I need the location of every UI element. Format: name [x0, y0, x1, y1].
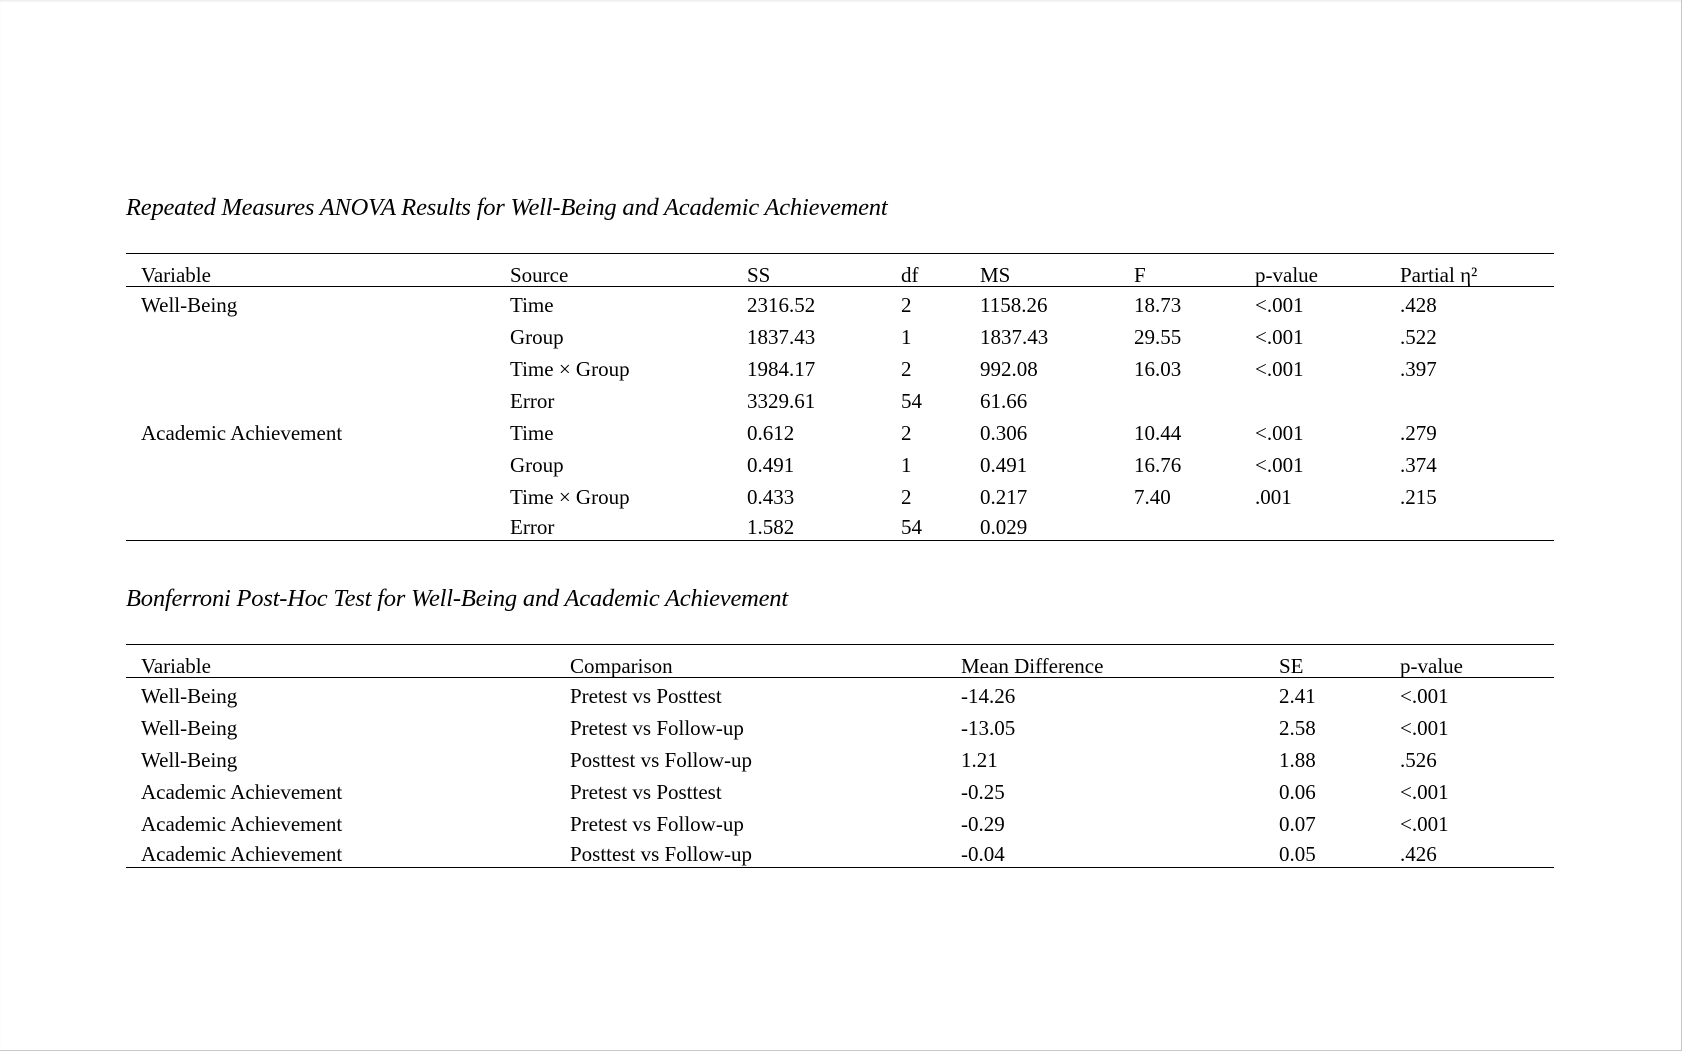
column-header-partial-eta-squared: Partial η²: [1400, 254, 1554, 287]
cell-p: <.001: [1255, 325, 1304, 349]
cell-eta: .428: [1400, 293, 1437, 317]
cell-df: 1: [901, 453, 912, 477]
cell-f: 7.40: [1134, 485, 1171, 509]
anova-table-row: [126, 321, 1554, 353]
cell-variable: Well-Being: [141, 293, 238, 317]
cell-p: <.001: [1255, 357, 1304, 381]
cell-mean-diff: -13.05: [961, 716, 1016, 740]
cell-f: 29.55: [1134, 325, 1182, 349]
cell-variable: [126, 353, 510, 385]
cell-ss: 3329.61: [747, 389, 816, 413]
cell-p: .001: [1255, 485, 1292, 509]
anova-table-row: [126, 385, 1554, 417]
cell-df: 2: [901, 293, 912, 317]
cell-ms: 61.66: [980, 389, 1028, 413]
cell-ms: 0.217: [980, 485, 1028, 509]
cell-variable: Well-Being: [141, 716, 238, 740]
cell-eta: .397: [1400, 357, 1437, 381]
cell-comparison: Posttest vs Follow-up: [570, 840, 961, 868]
posthoc-table-row: [126, 712, 1554, 744]
cell-p: <.001: [1400, 684, 1449, 708]
bonferroni-posthoc-table: [126, 644, 1554, 868]
cell-eta: [1400, 513, 1554, 541]
cell-variable: Academic Achievement: [141, 812, 343, 836]
anova-table-caption: Repeated Measures ANOVA Results for Well-Being and Academic Achievement: [126, 194, 888, 221]
cell-p: [1255, 385, 1400, 417]
cell-ss: 0.612: [747, 421, 795, 445]
cell-p: <.001: [1255, 293, 1304, 317]
cell-ms: 992.08: [980, 357, 1038, 381]
cell-mean-diff: -0.29: [961, 812, 1005, 836]
cell-source: Time × Group: [510, 357, 630, 381]
anova-results-table: [126, 253, 1554, 541]
column-header-variable: Variable: [126, 645, 570, 678]
cell-p: <.001: [1255, 421, 1304, 445]
cell-comparison: Pretest vs Follow-up: [570, 812, 744, 836]
cell-source: Group: [510, 453, 564, 477]
posthoc-header-row: [126, 645, 1554, 678]
cell-f: 18.73: [1134, 293, 1182, 317]
column-header-se: SE: [1279, 645, 1400, 678]
cell-variable: Academic Achievement: [126, 840, 570, 868]
cell-ms: 0.029: [980, 513, 1134, 541]
cell-se: 0.05: [1279, 840, 1400, 868]
posthoc-table-row: [126, 678, 1554, 713]
cell-ss: 1984.17: [747, 357, 816, 381]
cell-eta: .215: [1400, 485, 1437, 509]
cell-comparison: Pretest vs Posttest: [570, 684, 722, 708]
cell-p: [1255, 513, 1400, 541]
cell-comparison: Pretest vs Follow-up: [570, 716, 744, 740]
cell-source: Time × Group: [510, 485, 630, 509]
column-header-f: F: [1134, 254, 1255, 287]
posthoc-table-row: [126, 776, 1554, 808]
cell-se: 2.41: [1279, 684, 1316, 708]
cell-variable: [126, 513, 510, 541]
column-header-comparison: Comparison: [570, 645, 961, 678]
cell-ss: 2316.52: [747, 293, 816, 317]
column-header-variable: Variable: [126, 254, 510, 287]
cell-ss: 1837.43: [747, 325, 816, 349]
cell-eta: .374: [1400, 453, 1437, 477]
anova-header-row: [126, 254, 1554, 287]
cell-df: 54: [901, 513, 980, 541]
cell-f: 16.76: [1134, 453, 1182, 477]
cell-variable: Academic Achievement: [141, 780, 343, 804]
posthoc-table-caption: Bonferroni Post-Hoc Test for Well-Being and Academic Achievement: [126, 585, 788, 612]
cell-df: 1: [901, 325, 912, 349]
column-header-source: Source: [510, 254, 747, 287]
column-header-mean-difference: Mean Difference: [961, 645, 1279, 678]
column-header-p-value: p-value: [1400, 645, 1554, 678]
cell-source: Error: [510, 513, 747, 541]
cell-source: Group: [510, 325, 564, 349]
cell-p: .426: [1400, 840, 1554, 868]
cell-df: 2: [901, 485, 912, 509]
cell-variable: Well-Being: [141, 748, 238, 772]
cell-variable: Academic Achievement: [141, 421, 343, 445]
anova-table-row: [126, 513, 1554, 541]
cell-variable: Well-Being: [141, 684, 238, 708]
cell-comparison: Posttest vs Follow-up: [570, 748, 753, 772]
anova-table-row: [126, 287, 1554, 322]
cell-mean-diff: -0.04: [961, 840, 1279, 868]
cell-se: 0.06: [1279, 780, 1316, 804]
cell-ms: 0.306: [980, 421, 1028, 445]
column-header-p-value: p-value: [1255, 254, 1400, 287]
cell-source: Time: [510, 421, 554, 445]
cell-f: 10.44: [1134, 421, 1182, 445]
anova-table-row: [126, 481, 1554, 513]
cell-ms: 0.491: [980, 453, 1028, 477]
cell-se: 2.58: [1279, 716, 1316, 740]
anova-table-row: [126, 353, 1554, 385]
posthoc-table-row: [126, 744, 1554, 776]
cell-mean-diff: -0.25: [961, 780, 1005, 804]
anova-table-row: [126, 449, 1554, 481]
cell-df: 2: [901, 357, 912, 381]
cell-df: 2: [901, 421, 912, 445]
column-header-df: df: [901, 254, 980, 287]
cell-ms: 1158.26: [980, 293, 1048, 317]
cell-se: 0.07: [1279, 812, 1316, 836]
cell-ss: 1.582: [747, 513, 901, 541]
cell-source: Time: [510, 293, 554, 317]
column-header-ss: SS: [747, 254, 901, 287]
cell-eta: .522: [1400, 325, 1437, 349]
cell-p: <.001: [1400, 716, 1449, 740]
cell-mean-diff: -14.26: [961, 684, 1016, 708]
cell-df: 54: [901, 389, 922, 413]
posthoc-table-row: [126, 840, 1554, 868]
cell-variable: [126, 481, 510, 513]
cell-p: <.001: [1400, 812, 1449, 836]
cell-mean-diff: 1.21: [961, 748, 998, 772]
cell-f: [1134, 385, 1255, 417]
cell-source: Error: [510, 389, 555, 413]
cell-eta: [1400, 385, 1554, 417]
posthoc-table-row: [126, 808, 1554, 840]
cell-comparison: Pretest vs Posttest: [570, 780, 722, 804]
cell-ss: 0.433: [747, 485, 795, 509]
cell-f: [1134, 513, 1255, 541]
cell-ss: 0.491: [747, 453, 795, 477]
cell-variable: [126, 385, 510, 417]
cell-eta: .279: [1400, 421, 1437, 445]
cell-p: <.001: [1255, 453, 1304, 477]
cell-ms: 1837.43: [980, 325, 1049, 349]
cell-p: <.001: [1400, 780, 1449, 804]
cell-variable: [126, 321, 510, 353]
cell-p: .526: [1400, 748, 1437, 772]
anova-table-row: [126, 417, 1554, 449]
cell-variable: [126, 449, 510, 481]
cell-f: 16.03: [1134, 357, 1182, 381]
cell-se: 1.88: [1279, 748, 1316, 772]
column-header-ms: MS: [980, 254, 1134, 287]
